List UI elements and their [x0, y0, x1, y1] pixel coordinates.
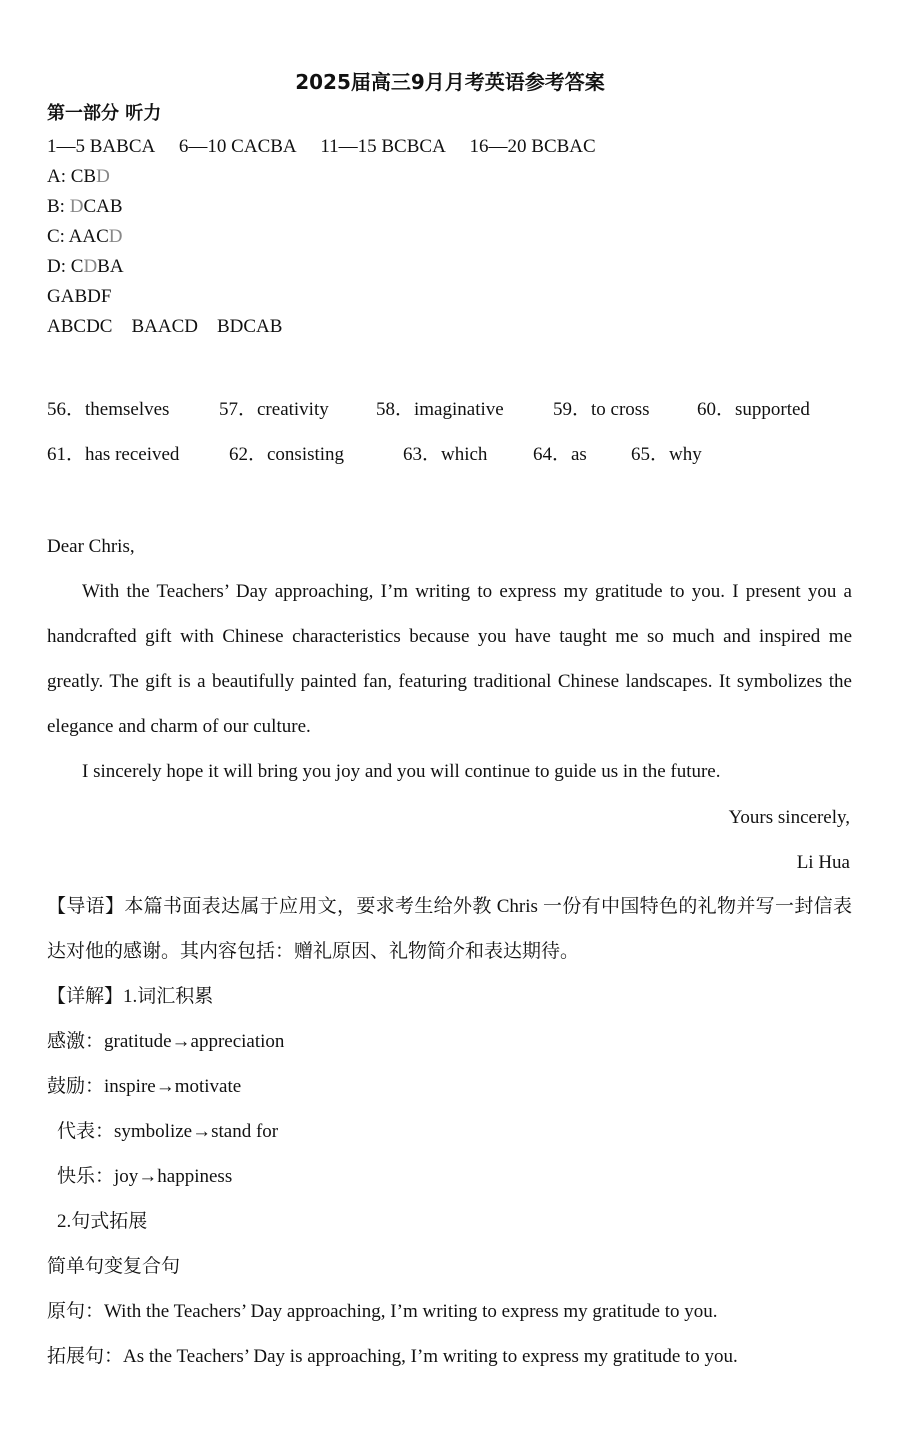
sentence-heading: 2.句式拓展	[57, 1211, 148, 1232]
listening-group-1: 1—5 BABCA	[47, 136, 155, 157]
vocab-item: 鼓励：inspire→motivate	[47, 1076, 242, 1097]
fill-answer: 57．creativity	[219, 399, 329, 420]
reading-b-prefix: B:	[47, 196, 70, 217]
reading-c-grey: D	[108, 226, 123, 247]
vocab-item: 快乐：joy→happiness	[57, 1166, 233, 1187]
letter-salutation: Dear Chris,	[47, 536, 135, 557]
page-title: 2025届高三9月月考英语参考答案	[295, 70, 605, 94]
reading-d-suffix: BA	[97, 256, 124, 277]
fill-answer: 62．consisting	[229, 444, 345, 465]
fill-answer: 60．supported	[697, 399, 810, 420]
fill-answer: 58．imaginative	[376, 399, 504, 420]
fill-answer: 61．has received	[47, 444, 180, 465]
reading-d-grey: D	[83, 256, 98, 277]
sentence-subheading: 简单句变复合句	[47, 1256, 181, 1277]
letter-paragraph-1: With the Teachers’ Day approaching, I’m writing to express my gratitude to you. I present you a handcrafted gift with Chinese characteristics because you have taught me so much and inspired me greatly. The gift is a beautifully painted fan, featuring traditional Chinese landscapes. It symbolizes the elegance and charm of our culture.	[47, 581, 852, 737]
reading-b-grey: D	[69, 196, 84, 217]
letter-paragraph-2: I sincerely hope it will bring you joy and you will continue to guide us in the future.	[82, 761, 721, 782]
fill-answer: 64．as	[533, 444, 587, 465]
guide-text: 【导语】本篇书面表达属于应用文，要求考生给外教 Chris 一份有中国特色的礼物并写一封信表达对他的感谢。其内容包括：赠礼原因、礼物简介和表达期待。	[47, 896, 852, 962]
reading-a-grey: D	[96, 166, 110, 187]
original-sentence: 原句：With the Teachers’ Day approaching, I’m writing to express my gratitude to you.	[47, 1301, 718, 1322]
extended-sentence: 拓展句：As the Teachers’ Day is approaching, I’m writing to express my gratitude to you.	[47, 1346, 738, 1367]
listening-answers	[47, 135, 596, 159]
reading-a-main: A: CB	[47, 166, 97, 187]
gap-fill-answers: GABDF	[47, 286, 112, 307]
fill-answer: 56．themselves	[47, 399, 170, 420]
reading-c-main: C: AAC	[47, 226, 109, 247]
detail-heading: 【详解】1.词汇积累	[47, 986, 214, 1007]
reading-b-suffix: CAB	[83, 196, 123, 217]
reading-answer-a	[47, 165, 110, 189]
letter-closing: Yours sincerely,	[728, 807, 850, 828]
reading-answer-b	[47, 195, 123, 219]
listening-group-3: 11—15 BCBCA	[320, 136, 445, 157]
reading-d-prefix: D: C	[47, 256, 84, 277]
listening-group-4: 16—20 BCBAC	[469, 136, 596, 157]
cloze-answers: ABCDC BAACD BDCAB	[47, 316, 283, 337]
letter-signature: Li Hua	[796, 852, 850, 873]
reading-answer-d	[47, 255, 124, 279]
fill-answer: 63．which	[403, 444, 488, 465]
fill-answer: 59．to cross	[553, 399, 650, 420]
reading-answer-c	[47, 225, 123, 249]
vocab-item: 感激：gratitude→appreciation	[47, 1031, 285, 1052]
vocab-item: 代表：symbolize→stand for	[57, 1121, 279, 1142]
fill-answer: 65．why	[631, 444, 702, 465]
section-heading-listening: 第一部分 听力	[47, 103, 162, 124]
listening-group-2: 6—10 CACBA	[178, 136, 296, 157]
